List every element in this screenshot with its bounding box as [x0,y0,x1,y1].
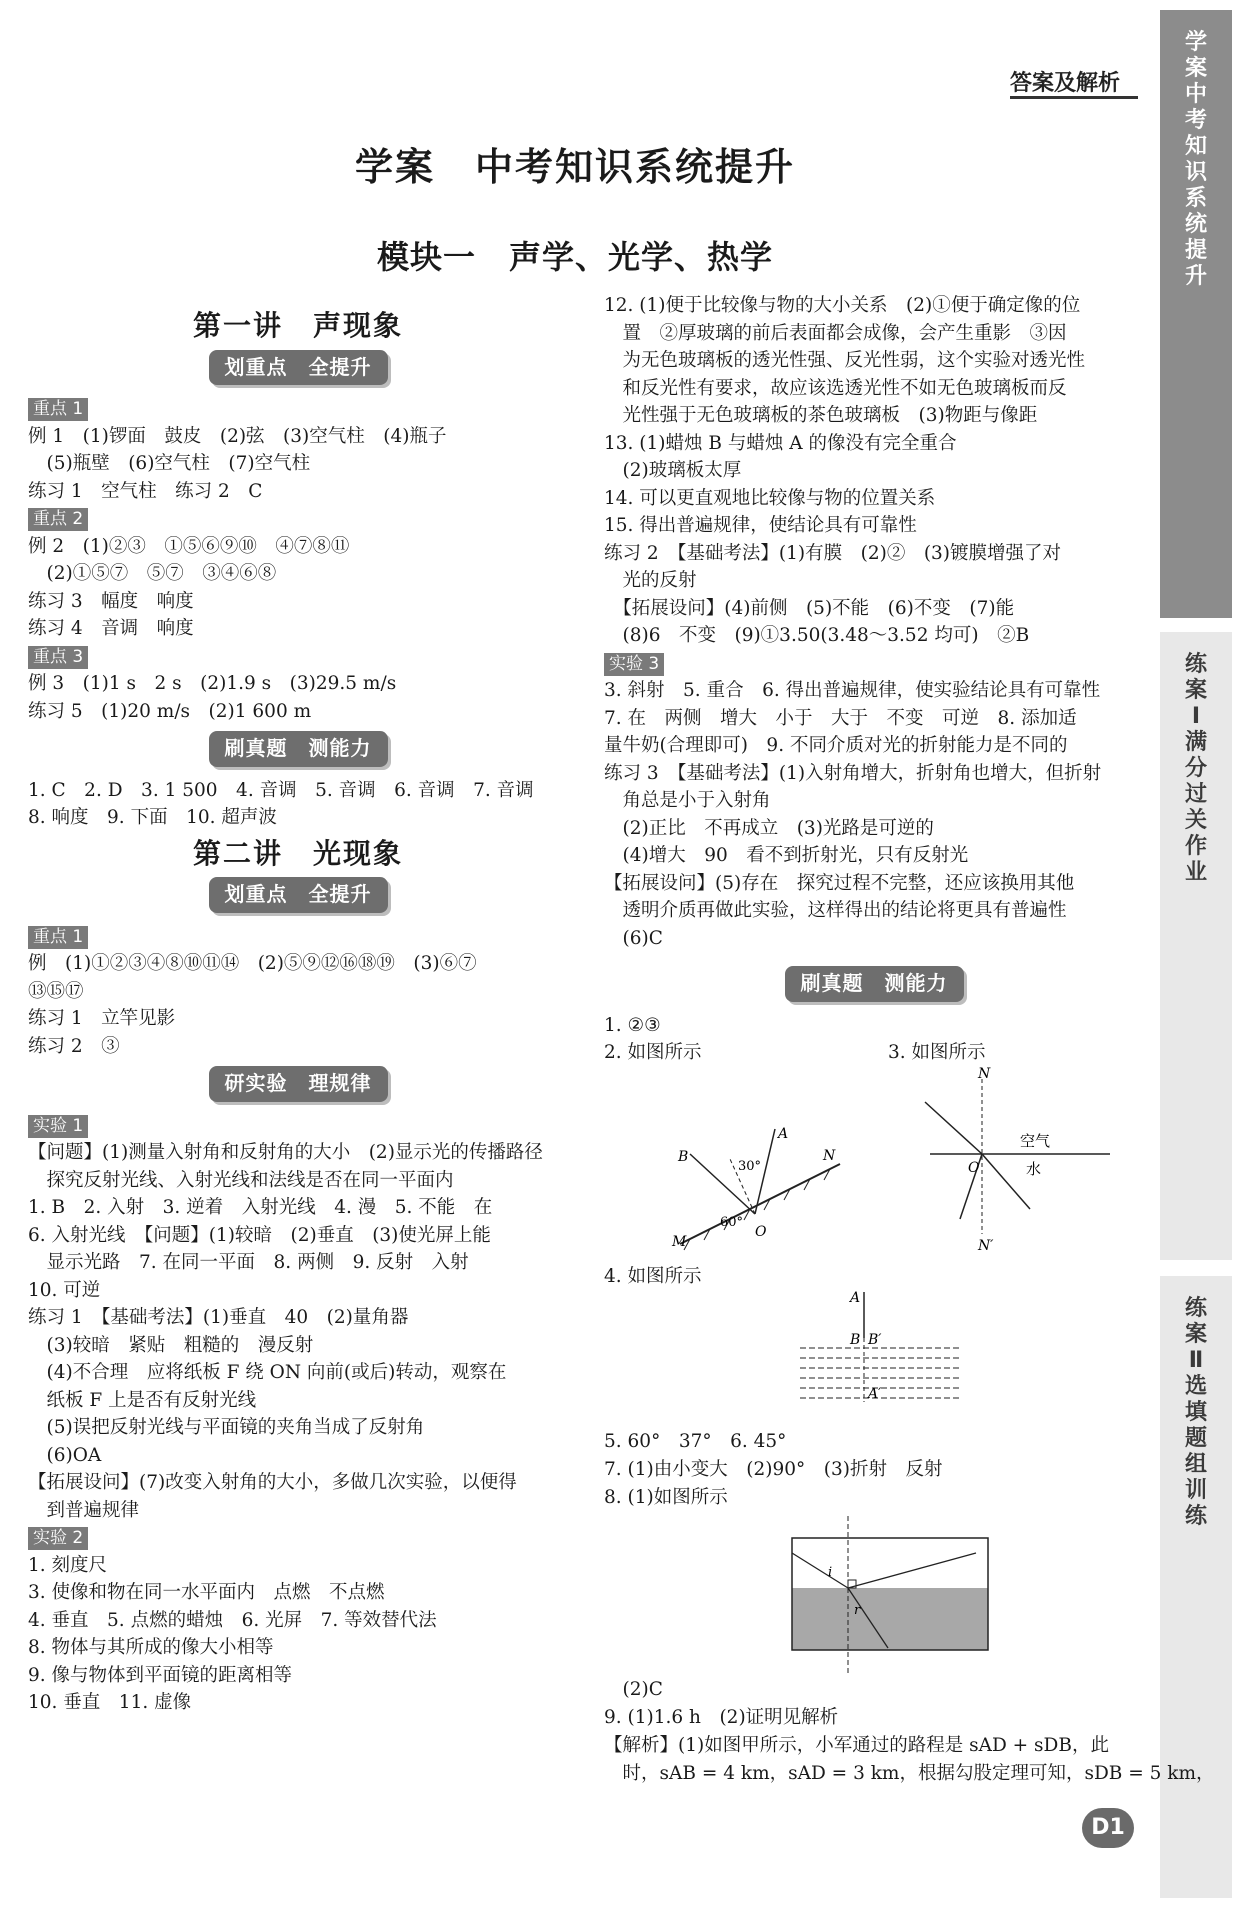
answer-line: 13. (1)蜡烛 B 与蜡烛 A 的像没有完全重合 [604,432,957,454]
answer-line: (8)6 不变 (9)①3.50(3.48～3.52 均可) ②B [604,625,1030,646]
answer-line: 例 3 (1)1 s 2 s (2)1.9 s (3)29.5 m/s [28,673,397,694]
answer-line: 【解析】(1)如图甲所示，小军通过的路程是 sAD + sDB，此 [604,1735,1109,1756]
answer-line: 置 ②厚玻璃的前后表面都会成像，会产生重影 ③因 [604,322,1067,344]
right-column [604,292,1144,1039]
answer-line: 7. 在 两侧 增大 小于 大于 不变 可逆 8. 添加适 [604,707,1077,729]
answer-line: 探究反射光线、入射光线和法线是否在同一平面内 [28,1169,454,1191]
label-N-prime: N′ [978,1238,994,1254]
answer-line: 例 1 (1)锣面 鼓皮 (2)弦 (3)空气柱 (4)瓶子 [28,425,447,447]
key-point-tag: 重点 1 [28,398,88,421]
label-A: A [778,1126,789,1142]
answer-line: 练习 1 空气柱 练习 2 C [28,480,263,502]
answer-line: 6. 入射光线 【问题】(1)较暗 (2)垂直 (3)使光屏上能 [28,1224,491,1246]
label-i: i [828,1565,833,1580]
sidetab-practice-1[interactable] [1160,632,1232,1260]
angle-60: 60° [720,1215,744,1230]
answer-line: 练习 2 ③ [28,1035,120,1057]
answer-line: 8. (1)如图所示 [604,1487,728,1508]
answer-line: 练习 2 【基础考法】(1)有膜 (2)② (3)镀膜增强了对 [604,542,1062,564]
answer-line: (6)C [604,927,663,949]
section-banner: 刷真题 测能力 [209,731,388,767]
answer-line: (2)①⑤⑦ ⑤⑦ ③④⑥⑧ [28,563,277,584]
section-banner: 研实验 理规律 [209,1066,388,1102]
sidetab-study[interactable] [1160,10,1232,618]
label-O: O [968,1160,980,1176]
experiment-tag: 实验 2 [28,1527,88,1550]
label-water: 水 [1026,1160,1042,1178]
answer-line: 【拓展设问】(7)改变入射角的大小，多做几次实验，以便得 [28,1472,517,1493]
answer-line: 和反光性有要求，故应该选透光性不如无色玻璃板而反 [604,377,1067,399]
answer-line: 到普遍规律 [28,1499,140,1521]
answer-line: 光的反射 [604,570,697,591]
answer-line: 光性强于无色玻璃板的茶色玻璃板 (3)物距与像距 [604,405,1038,426]
sidetab-study-label: 学案 中考知识系统提升 [1184,30,1230,289]
answer-line: 为无色玻璃板的透光性强、反光性弱，这个实验对透光性 [604,350,1086,371]
answer-line: 量牛奶(合理即可) 9. 不同介质对光的折射能力是不同的 [604,735,1068,756]
label-B-prime: B′ [868,1332,882,1348]
answer-line: 1. C 2. D 3. 1 500 4. 音调 5. 音调 6. 音调 7. 音调 [28,779,534,801]
left-column [28,304,568,1717]
answer-line: 4. 如图所示 [604,1266,702,1287]
answer-line: 纸板 F 上是否有反射光线 [28,1389,257,1411]
answer-line: 7. (1)由小变大 (2)90° (3)折射 反射 [604,1459,943,1480]
answer-line: ⑬⑮⑰ [28,980,84,1002]
answer-line: (2)正比 不再成立 (3)光路是可逆的 [604,817,934,839]
sidetab-practice-1-label: 练案Ⅰ 满分过关作业 [1184,652,1223,885]
answer-line: 例 2 (1)②③ ①⑤⑥⑨⑩ ④⑦⑧⑪ [28,535,350,557]
header-title: 答案及解析 [1010,71,1121,96]
key-point-tag: 重点 1 [28,926,88,949]
label-N: N [978,1066,991,1082]
label-N: N [823,1148,836,1164]
sidetab-practice-2-label: 练案Ⅱ 选填题组训练 [1184,1296,1226,1529]
label-A-prime: A′ [868,1386,882,1402]
label-A: A [850,1290,861,1306]
lecture-title-2: 第二讲 光现象 [192,836,403,870]
answer-line: (3)较暗 紧贴 粗糙的 漫反射 [28,1334,314,1356]
angle-30: 30° [738,1159,762,1174]
answer-line: 练习 3 【基础考法】(1)入射角增大，折射角也增大，但折射 [604,762,1102,784]
main-title: 学案 中考知识系统提升 [354,145,795,189]
answer-line: 时，sAB = 4 km，sAD = 3 km，根据勾股定理可知，sDB = 5 km， [604,1763,1215,1784]
answer-line: (2)玻璃板太厚 [604,460,742,481]
answer-line: 3. 如图所示 [888,1042,986,1063]
answer-line: 9. (1)1.6 h (2)证明见解析 [604,1707,839,1728]
answer-line: (5)瓶壁 (6)空气柱 (7)空气柱 [28,453,311,474]
key-point-tag: 重点 2 [28,508,88,531]
answer-line: 练习 5 (1)20 m/s (2)1 600 m [28,700,312,722]
answer-line: 14. 可以更直观地比较像与物的位置关系 [604,487,936,509]
answer-line: 角总是小于入射角 [604,790,771,811]
label-air: 空气 [1020,1132,1051,1150]
label-M: M [672,1234,687,1250]
answer-line: 15. 得出普遍规律，使结论具有可靠性 [604,515,917,536]
module-title: 模块一 声学、光学、热学 [376,238,773,276]
answer-line: 例 (1)①②③④⑧⑩⑪⑭ (2)⑤⑨⑫⑯⑱⑲ (3)⑥⑦ [28,953,477,974]
refraction-diagram [920,1064,1120,1264]
answer-line: 1. ②③ [604,1014,661,1036]
answer-line: 练习 3 幅度 响度 [28,590,194,612]
sidetab-practice-2[interactable] [1160,1276,1232,1898]
answer-line: 练习 1 立竿见影 [28,1008,176,1029]
reflection-diagram [660,1064,860,1254]
answer-line: (4)不合理 应将纸板 F 绕 ON 向前(或后)转动，观察在 [28,1362,507,1383]
answer-line: (2)C [604,1679,663,1700]
answer-line: 透明介质再做此实验，这样得出的结论将更具有普遍性 [604,900,1067,921]
answer-line: 3. 使像和物在同一水平面内 点燃 不点燃 [28,1582,385,1603]
header-rule [1010,96,1138,99]
answer-line: 练习 4 音调 响度 [28,618,194,639]
answer-line: 9. 像与物体到平面镜的距离相等 [28,1664,293,1686]
page-number: D1 [1082,1808,1134,1848]
answer-line: 【拓展设问】(4)前侧 (5)不能 (6)不变 (7)能 [604,597,1015,619]
section-banner: 划重点 全提升 [209,350,388,386]
answer-line: 3. 斜射 5. 重合 6. 得出普遍规律，使实验结论具有可靠性 [604,680,1101,701]
answer-line: 练习 1 【基础考法】(1)垂直 40 (2)量角器 [28,1307,409,1328]
answer-line: (4)增大 90 看不到折射光，只有反射光 [604,845,969,866]
answer-line: 【问题】(1)测量入射角和反射角的大小 (2)显示光的传播路径 [28,1142,543,1163]
lecture-title-1: 第一讲 声现象 [192,309,403,342]
image-in-water-diagram [780,1282,980,1432]
answer-line: 5. 60° 37° 6. 45° [604,1431,787,1452]
container-refraction-diagram [780,1508,1000,1678]
label-B: B [678,1149,689,1165]
answer-line: (5)误把反射光线与平面镜的夹角当成了反射角 [28,1417,425,1438]
answer-line: 1. B 2. 入射 3. 逆着 入射光线 4. 漫 5. 不能 在 [28,1197,493,1218]
answer-line: 2. 如图所示 [604,1042,702,1063]
answer-line: 10. 可逆 [28,1279,101,1301]
label-r: r [854,1603,861,1618]
label-B: B [850,1332,861,1348]
label-O: O [755,1224,767,1240]
answer-line: (6)OA [28,1444,102,1466]
section-banner: 刷真题 测能力 [785,966,964,1002]
experiment-tag: 实验 1 [28,1115,88,1138]
answer-line: 8. 响度 9. 下面 10. 超声波 [28,807,277,828]
answer-line: 10. 垂直 11. 虚像 [28,1692,192,1713]
answer-line: 1. 刻度尺 [28,1554,108,1576]
answer-line: 4. 垂直 5. 点燃的蜡烛 6. 光屏 7. 等效替代法 [28,1609,437,1631]
section-banner: 划重点 全提升 [209,877,388,913]
key-point-tag: 重点 3 [28,646,88,669]
answer-line: 8. 物体与其所成的像大小相等 [28,1637,274,1658]
answer-line: 12. (1)便于比较像与物的大小关系 (2)①便于确定像的位 [604,295,1081,316]
answer-line: 显示光路 7. 在同一平面 8. 两侧 9. 反射 入射 [28,1252,469,1273]
answer-line: 【拓展设问】(5)存在 探究过程不完整，还应该换用其他 [604,872,1075,894]
experiment-tag: 实验 3 [604,653,664,676]
